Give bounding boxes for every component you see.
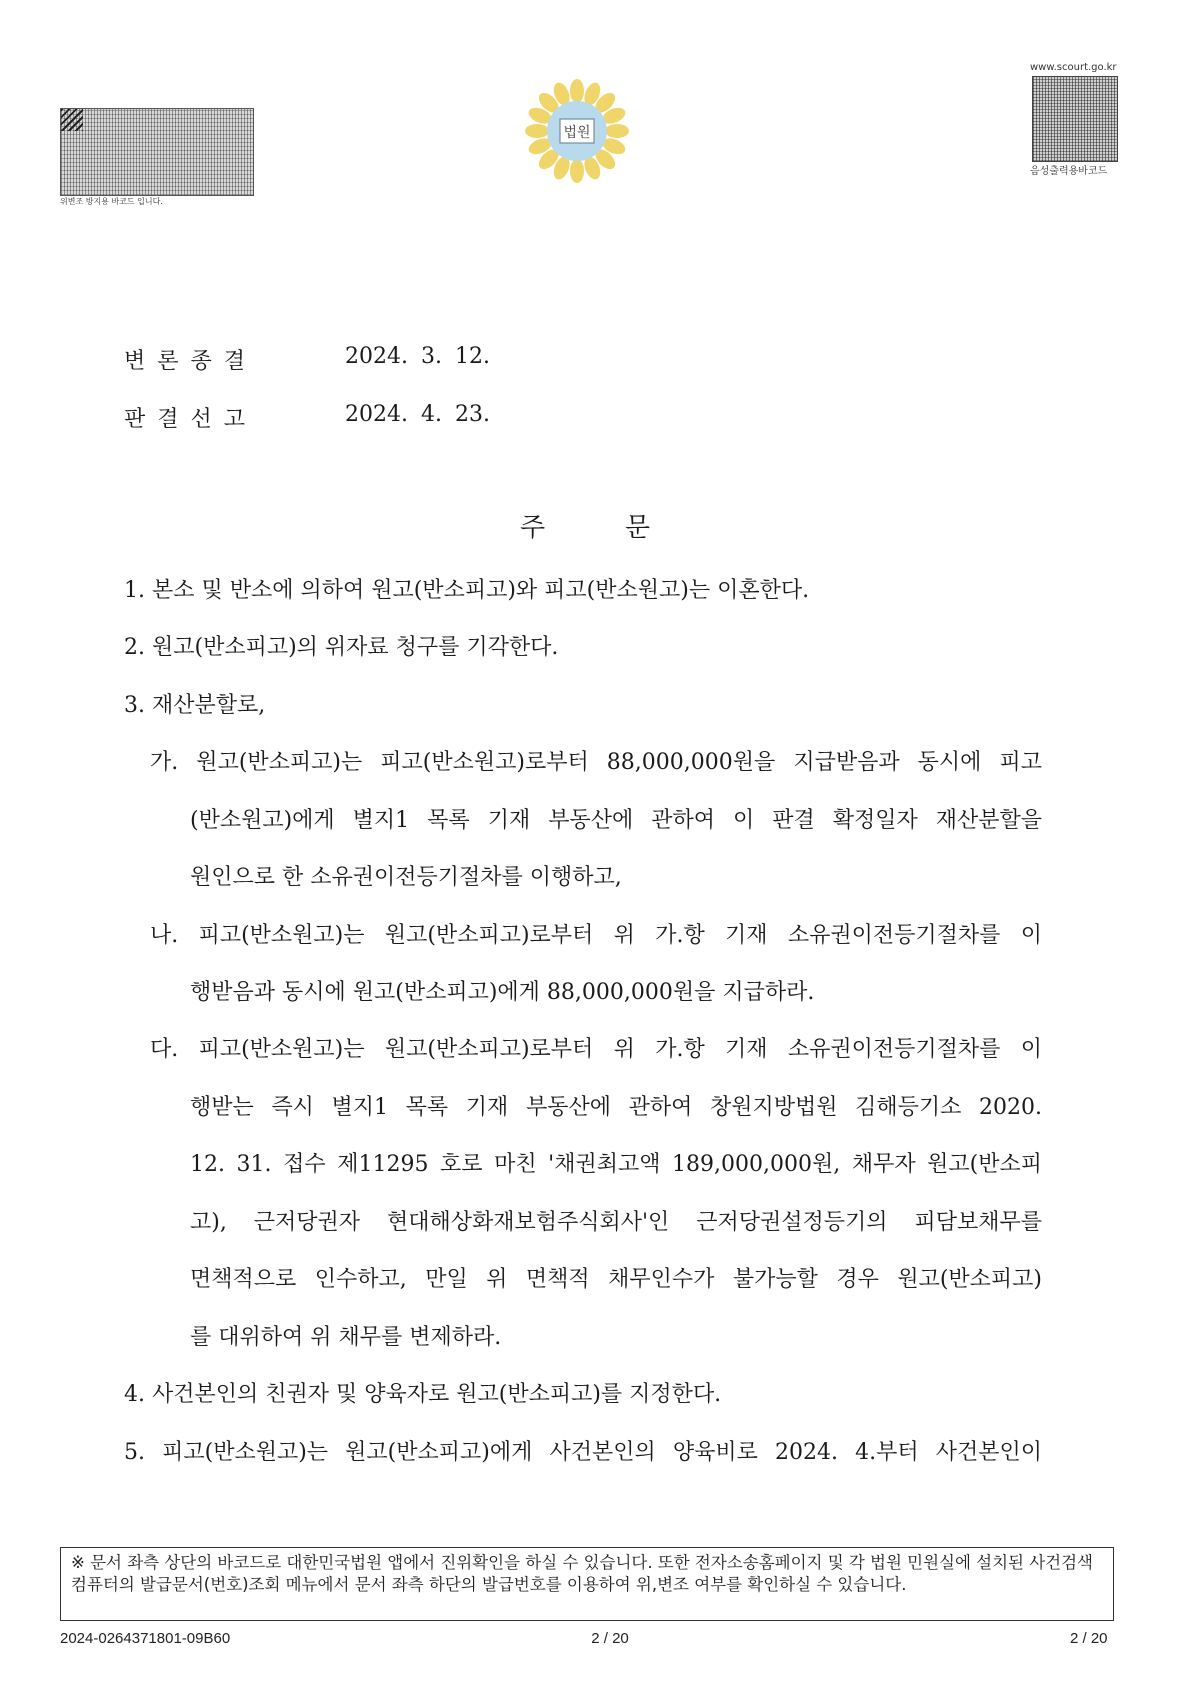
order-item-3a-line-3: 원인으로 한 소유권이전등기절차를 이행하고, [190,865,622,890]
court-seal-icon [522,76,632,186]
voice-output-barcode [1032,76,1118,162]
section-title: 주 문 [520,513,650,543]
tamper-proof-barcode [60,108,254,196]
voice-barcode-caption: 음성출력용바코드 [1030,166,1108,177]
meta-value-closing: 2024. 3. 12. [345,344,490,369]
page-number-right: 2 / 20 [1070,1630,1108,1647]
order-item-3b-line-2: 행받음과 동시에 원고(반소피고)에게 88,000,000원을 지급하라. [190,980,815,1005]
seal-petal [605,124,629,138]
order-item-3: 3. 재산분할로, [124,693,266,718]
order-item-3c-line-4: 고), 근저당권자 현대해상화재보험주식회사'인 근저당권설정등기의 피담보채무를 [190,1210,1042,1235]
document-issue-number: 2024-0264371801-09B60 [60,1630,231,1647]
order-item-1: 1. 본소 및 반소에 의하여 원고(반소피고)와 피고(반소원고)는 이혼한다. [124,578,810,603]
seal-petal [570,159,584,183]
barcode-corner-mark [61,109,83,131]
site-url: www.scourt.go.kr [1030,62,1117,73]
order-item-3a-line-1: 가. 원고(반소피고)는 피고(반소원고)로부터 88,000,000원을 지급받음과 동시에 피고 [150,750,1042,775]
seal-text: 법원 [563,125,591,141]
seal-petal [570,79,584,103]
order-item-3c-line-5: 면책적으로 인수하고, 만일 위 면책적 채무인수가 불가능할 경우 원고(반소피고) [190,1267,1042,1292]
order-item-3c-line-1: 다. 피고(반소원고)는 원고(반소피고)로부터 위 가.항 기재 소유권이전등기절차를 이 [150,1037,1042,1062]
order-item-3c-line-6: 를 대위하여 위 채무를 변제하라. [190,1325,502,1350]
verification-notice: ※ 문서 좌측 상단의 바코드로 대한민국법원 앱에서 진위확인을 하실 수 있습니다. 또한 전자소송홈페이지 및 각 법원 민원실에 설치된 사건검색 컴퓨터의 발급문서(번호)조회 메뉴에서 문서 좌측 하단의 발급번호를 이용하여 위,변조 여부를 확인하실 수 있습니다. [60,1547,1114,1621]
order-item-5: 5. 피고(반소원고)는 원고(반소피고)에게 사건본인의 양육비로 2024. 4.부터 사건본인이 [124,1440,1042,1465]
order-item-3a-line-2: (반소원고)에게 별지1 목록 기재 부동산에 관하여 이 판결 확정일자 재산분할을 [190,808,1042,833]
order-item-3c-line-2: 행받는 즉시 별지1 목록 기재 부동산에 관하여 창원지방법원 김해등기소 2020. [190,1095,1042,1120]
meta-label-judgment: 판결선고 [124,407,258,432]
order-item-3c-line-3: 12. 31. 접수 제11295 호로 마친 '채권최고액 189,000,000원, 채무자 원고(반소피 [190,1152,1042,1177]
page-number-center: 2 / 20 [591,1630,629,1647]
order-item-4: 4. 사건본인의 친권자 및 양육자로 원고(반소피고)를 지정한다. [124,1382,722,1407]
meta-value-judgment: 2024. 4. 23. [345,402,490,427]
seal-petal [525,124,549,138]
order-item-2: 2. 원고(반소피고)의 위자료 청구를 기각한다. [124,635,559,660]
tamper-barcode-caption: 위변조 방지용 바코드 입니다. [60,197,163,206]
meta-label-closing: 변론종결 [124,349,258,374]
order-item-3b-line-1: 나. 피고(반소원고)는 원고(반소피고)로부터 위 가.항 기재 소유권이전등기절차를 이 [150,923,1042,948]
